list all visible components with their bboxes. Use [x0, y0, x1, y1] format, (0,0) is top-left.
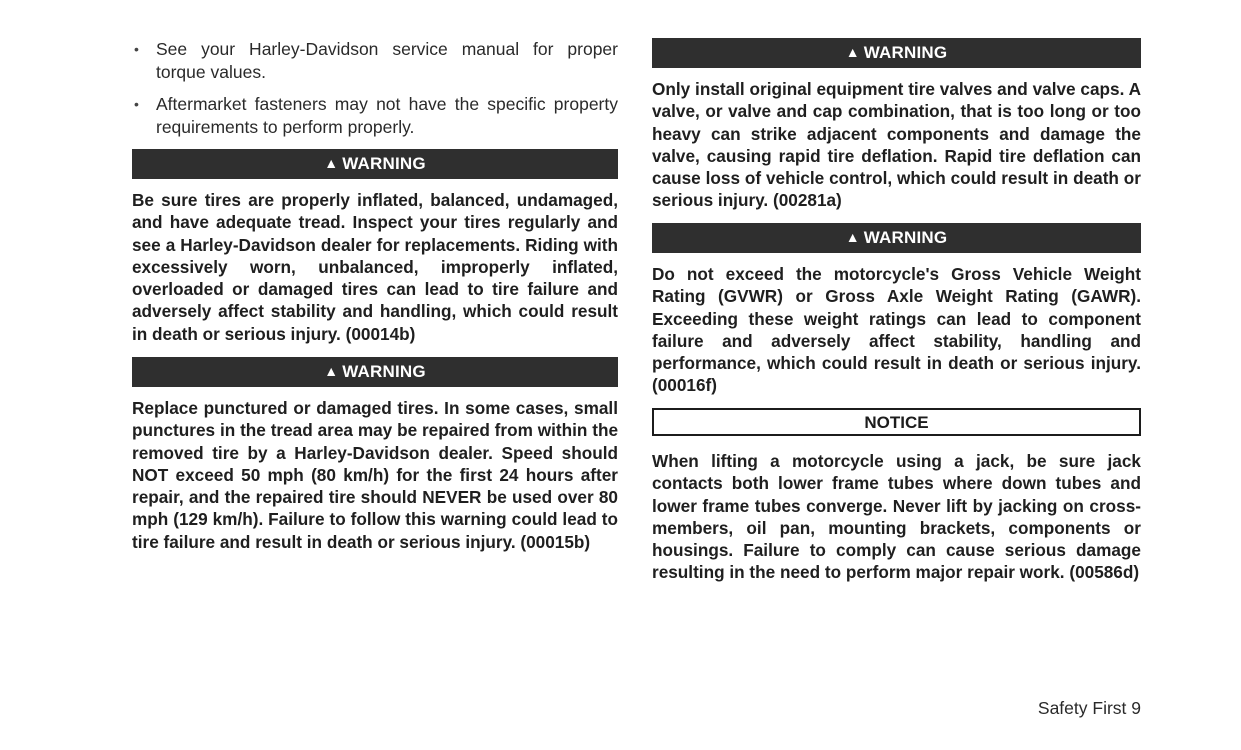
- bullet-text: See your Harley-Davidson service manual for proper torque values.: [156, 39, 618, 82]
- warning-label: WARNING: [342, 362, 426, 381]
- warning-banner: [132, 357, 618, 387]
- warning-triangle-icon: ▲: [324, 155, 339, 171]
- notice-label: NOTICE: [864, 413, 929, 432]
- warning-label: WARNING: [863, 228, 948, 247]
- torque-bullet-list: [132, 38, 618, 148]
- notice-text-jack-lifting: When lifting a motorcycle using a jack, be sure jack contacts both lower frame tubes where down tubes and lower frame tubes converge. Never lift by jacking on cross-members, oil pan, mounting brackets, components or housings. Failure to comply can cause serious damage resulting in the need to perform major repair work. (00586d): [652, 451, 1141, 583]
- warning-banner: [652, 223, 1141, 253]
- warning-text-punctured-tires: Replace punctured or damaged tires. In some cases, small punctures in the tread area may be repaired from within the removed tire by a Harley-Davidson dealer. Speed should NOT exceed 50 mph (80 km/h) for the first 24 hours after repair, and the repaired tire should NEVER be used over 80 mph (129 km/h). Failure to follow this warning could lead to tire failure and result in death or serious injury. (00015b): [132, 398, 618, 552]
- notice-banner: [652, 408, 1141, 436]
- warning-triangle-icon: ▲: [324, 363, 339, 379]
- warning-text-tire-valves: Only install original equipment tire valves and valve caps. A valve, or valve and cap combination, that is too long or too heavy can strike adjacent components and damage the valve, causing rapid tire deflation. Rapid tire deflation can cause loss of vehicle control, which could result in death or serious injury. (00281a): [652, 79, 1141, 211]
- warning-triangle-icon: ▲: [845, 44, 860, 60]
- bullet-icon: •: [134, 96, 139, 112]
- warning-banner: [652, 38, 1141, 68]
- warning-text-weight-rating: Do not exceed the motorcycle's Gross Vehicle Weight Rating (GVWR) or Gross Axle Weight Rating (GAWR). Exceeding these weight ratings can lead to component failure and adversely affect stability, handling and performance, which could result in death or serious injury. (00016f): [652, 264, 1141, 396]
- warning-triangle-icon: ▲: [845, 229, 860, 245]
- warning-text-tires-inflated: Be sure tires are properly inflated, balanced, undamaged, and have adequate tread. Inspect your tires regularly and see a Harley-Davidson dealer for replacements. Riding with excessively worn, unbalanced, improperly inflated, overloaded or damaged tires can lead to tire failure and adversely affect stability and handling, which could result in death or serious injury. (00014b): [132, 190, 618, 344]
- warning-label: WARNING: [342, 154, 426, 173]
- bullet-icon: •: [134, 41, 139, 57]
- list-item: [132, 38, 618, 83]
- warning-label: WARNING: [863, 43, 948, 62]
- list-item: [132, 93, 618, 138]
- bullet-text: Aftermarket fasteners may not have the specific property requirements to perform properly.: [156, 94, 618, 137]
- warning-banner: [132, 149, 618, 179]
- page-footer: Safety First 9: [1037, 698, 1141, 718]
